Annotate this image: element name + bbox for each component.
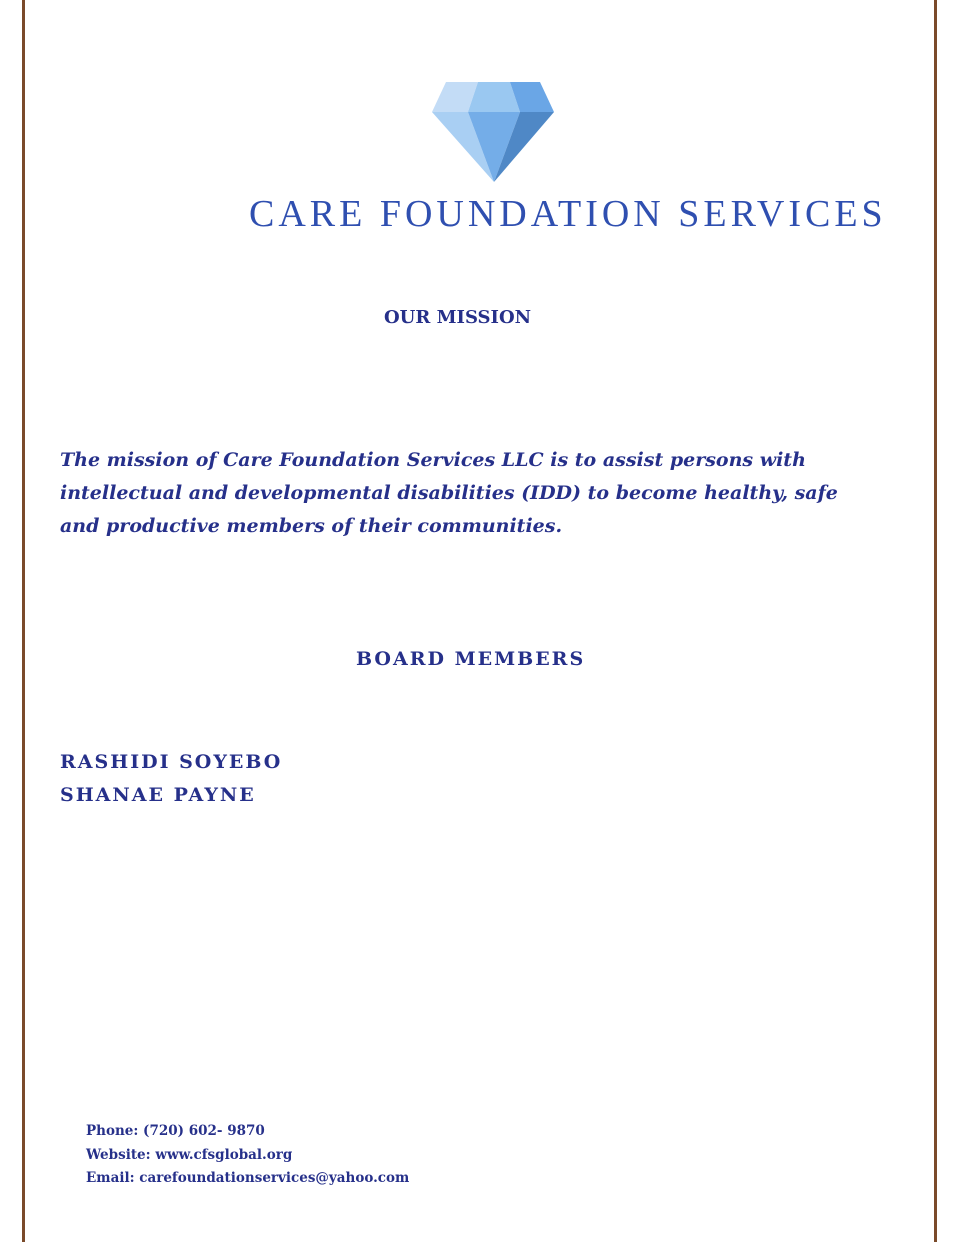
page-border-right (934, 0, 937, 1242)
contact-phone: Phone: (720) 602- 9870 (86, 1123, 265, 1139)
organization-title: CARE FOUNDATION SERVICES (249, 193, 887, 235)
board-member-name: SHANAE PAYNE (60, 784, 256, 806)
diamond-icon (432, 80, 556, 184)
board-members-list (60, 746, 282, 812)
board-members-heading: BOARD MEMBERS (356, 648, 586, 670)
mission-heading: OUR MISSION (384, 307, 532, 328)
contact-email: Email: carefoundationservices@yahoo.com (86, 1170, 410, 1186)
contact-website: Website: www.cfsglobal.org (86, 1146, 293, 1163)
contact-block (86, 1120, 409, 1191)
mission-statement: The mission of Care Foundation Services LLC is to assist persons with intellectual and developmental disabilities (IDD) to become healthy, safe and productive members of their communities. (60, 449, 838, 537)
page-border-left (22, 0, 25, 1242)
board-member-name: RASHIDI SOYEBO (60, 751, 283, 773)
